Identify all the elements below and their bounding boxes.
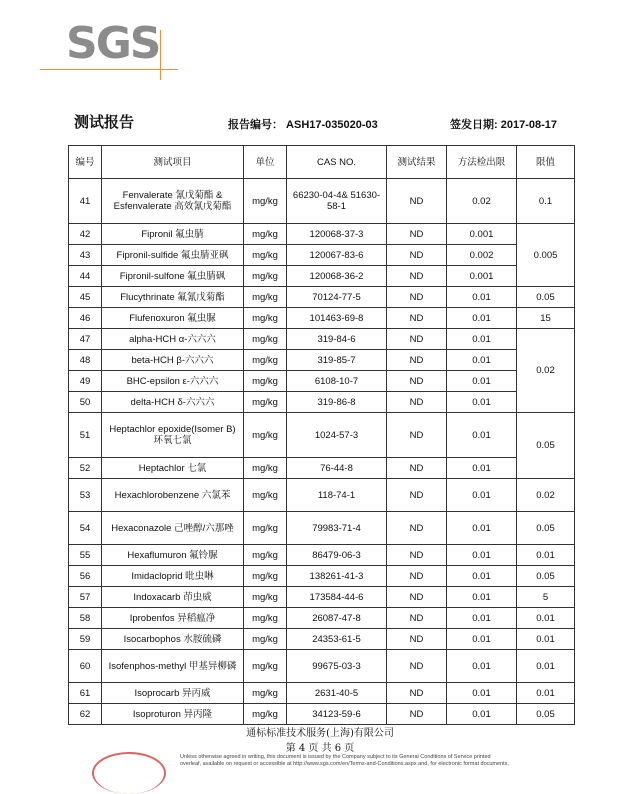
col-header-unit: 单位 — [244, 146, 287, 179]
cell-item: BHC-epsilon ε-六六六 — [102, 371, 244, 392]
cell-item: Fenvalerate 氰戊菊酯 & Esfenvalerate 高效氰戊菊酯 — [102, 179, 244, 224]
cell-mdl: 0.01 — [447, 683, 517, 704]
cell-unit: mg/kg — [244, 350, 287, 371]
cell-unit: mg/kg — [244, 308, 287, 329]
table-row — [69, 545, 575, 566]
cell-cas: 6108-10-7 — [287, 371, 387, 392]
cell-limit: 5 — [517, 587, 575, 608]
cell-item: Heptachlor epoxide(Isomer B) 环氧七氯 — [102, 413, 244, 458]
sgs-logo: SGS — [66, 18, 160, 69]
cell-no: 59 — [69, 629, 102, 650]
cell-cas: 120067-83-6 — [287, 245, 387, 266]
table-row — [69, 350, 575, 371]
cell-unit: mg/kg — [244, 224, 287, 245]
table-row — [69, 329, 575, 350]
cell-item: Fipronil-sulfide 氟虫腈亚砜 — [102, 245, 244, 266]
cell-limit: 0.05 — [517, 704, 575, 725]
cell-mdl: 0.01 — [447, 479, 517, 512]
footer-company: 通标标准技术服务(上海)有限公司 — [246, 728, 394, 739]
cell-unit: mg/kg — [244, 179, 287, 224]
table-row — [69, 245, 575, 266]
cell-result: ND — [387, 704, 447, 725]
table-row — [69, 287, 575, 308]
cell-no: 45 — [69, 287, 102, 308]
cell-item: alpha-HCH α-六六六 — [102, 329, 244, 350]
cell-item: Heptachlor 七氯 — [102, 458, 244, 479]
cell-no: 62 — [69, 704, 102, 725]
cell-cas: 319-85-7 — [287, 350, 387, 371]
cell-cas: 24353-61-5 — [287, 629, 387, 650]
cell-item: Imidacloprid 吡虫啉 — [102, 566, 244, 587]
cell-no: 51 — [69, 413, 102, 458]
cell-unit: mg/kg — [244, 392, 287, 413]
table-row — [69, 371, 575, 392]
cell-limit: 0.1 — [517, 179, 575, 224]
cell-mdl: 0.01 — [447, 704, 517, 725]
cell-cas: 138261-41-3 — [287, 566, 387, 587]
cell-result: ND — [387, 566, 447, 587]
cell-cas: 2631-40-5 — [287, 683, 387, 704]
cell-cas: 26087-47-8 — [287, 608, 387, 629]
cell-item: Isoproturon 异丙隆 — [102, 704, 244, 725]
cell-result: ND — [387, 350, 447, 371]
table-row — [69, 608, 575, 629]
cell-cas: 120068-37-3 — [287, 224, 387, 245]
col-header-cas: CAS NO. — [287, 146, 387, 179]
cell-mdl: 0.01 — [447, 413, 517, 458]
col-header-result: 测试结果 — [387, 146, 447, 179]
cell-limit: 0.05 — [517, 566, 575, 587]
cell-result: ND — [387, 629, 447, 650]
logo-rule — [40, 69, 178, 70]
cell-mdl: 0.01 — [447, 392, 517, 413]
cell-no: 58 — [69, 608, 102, 629]
col-header-mdl: 方法检出限 — [447, 146, 517, 179]
logo-rule-vertical — [160, 30, 161, 80]
cell-cas: 66230-04-4& 51630-58-1 — [287, 179, 387, 224]
cell-unit: mg/kg — [244, 413, 287, 458]
cell-mdl: 0.01 — [447, 287, 517, 308]
cell-limit: 0.01 — [517, 629, 575, 650]
cell-cas: 173584-44-6 — [287, 587, 387, 608]
table-row — [69, 479, 575, 512]
cell-no: 57 — [69, 587, 102, 608]
cell-mdl: 0.001 — [447, 266, 517, 287]
cell-no: 49 — [69, 371, 102, 392]
cell-cas: 34123-59-6 — [287, 704, 387, 725]
cell-no: 61 — [69, 683, 102, 704]
cell-cas: 70124-77-5 — [287, 287, 387, 308]
cell-no: 56 — [69, 566, 102, 587]
cell-unit: mg/kg — [244, 245, 287, 266]
table-row — [69, 458, 575, 479]
cell-mdl: 0.02 — [447, 179, 517, 224]
cell-item: Isoprocarb 异丙威 — [102, 683, 244, 704]
table-row — [69, 224, 575, 245]
cell-item: Isocarbophos 水胺硫磷 — [102, 629, 244, 650]
cell-result: ND — [387, 479, 447, 512]
cell-unit: mg/kg — [244, 608, 287, 629]
table-row — [69, 392, 575, 413]
cell-unit: mg/kg — [244, 371, 287, 392]
cell-item: Isofenphos-methyl 甲基异柳磷 — [102, 650, 244, 683]
cell-result: ND — [387, 392, 447, 413]
table-row — [69, 512, 575, 545]
cell-mdl: 0.01 — [447, 308, 517, 329]
cell-no: 48 — [69, 350, 102, 371]
cell-no: 53 — [69, 479, 102, 512]
cell-cas: 99675-03-3 — [287, 650, 387, 683]
cell-limit: 0.01 — [517, 545, 575, 566]
table-row — [69, 266, 575, 287]
col-header-item: 测试项目 — [102, 146, 244, 179]
cell-no: 50 — [69, 392, 102, 413]
cell-mdl: 0.01 — [447, 512, 517, 545]
cell-limit: 15 — [517, 308, 575, 329]
cell-unit: mg/kg — [244, 458, 287, 479]
cell-unit: mg/kg — [244, 545, 287, 566]
cell-result: ND — [387, 512, 447, 545]
cell-result: ND — [387, 683, 447, 704]
cell-item: Hexaflumuron 氟铃脲 — [102, 545, 244, 566]
cell-unit: mg/kg — [244, 329, 287, 350]
cell-no: 54 — [69, 512, 102, 545]
cell-unit: mg/kg — [244, 566, 287, 587]
table-row — [69, 704, 575, 725]
stamp-seal — [92, 752, 166, 794]
cell-cas: 79983-71-4 — [287, 512, 387, 545]
cell-limit: 0.05 — [517, 287, 575, 308]
cell-cas: 319-86-8 — [287, 392, 387, 413]
cell-cas: 76-44-8 — [287, 458, 387, 479]
cell-mdl: 0.01 — [447, 458, 517, 479]
report-title: 测试报告 — [74, 114, 135, 131]
cell-result: ND — [387, 179, 447, 224]
cell-no: 55 — [69, 545, 102, 566]
cell-no: 60 — [69, 650, 102, 683]
cell-unit: mg/kg — [244, 266, 287, 287]
cell-mdl: 0.01 — [447, 350, 517, 371]
cell-cas: 1024-57-3 — [287, 413, 387, 458]
cell-result: ND — [387, 329, 447, 350]
cell-item: Hexachlorobenzene 六氯苯 — [102, 479, 244, 512]
cell-result: ND — [387, 587, 447, 608]
cell-mdl: 0.01 — [447, 545, 517, 566]
cell-unit: mg/kg — [244, 287, 287, 308]
cell-item: beta-HCH β-六六六 — [102, 350, 244, 371]
cell-result: ND — [387, 371, 447, 392]
cell-no: 47 — [69, 329, 102, 350]
cell-cas: 86479-06-3 — [287, 545, 387, 566]
cell-cas: 101463-69-8 — [287, 308, 387, 329]
disclaimer-line-1: Unless otherwise agreed in writing, this document is issued by the Company subject to its General Conditions of Service printed — [180, 754, 491, 760]
cell-limit: 0.02 — [517, 329, 575, 413]
disclaimer-line-2: overleaf, available on request or accessible at http://www.sgs.com/en/Terms-and-Conditions.aspx and, for electronic format documents, — [180, 761, 509, 767]
cell-item: Fipronil-sulfone 氟虫腈砜 — [102, 266, 244, 287]
cell-limit: 0.01 — [517, 683, 575, 704]
cell-cas: 120068-36-2 — [287, 266, 387, 287]
table-row — [69, 413, 575, 458]
cell-result: ND — [387, 266, 447, 287]
cell-mdl: 0.01 — [447, 608, 517, 629]
cell-unit: mg/kg — [244, 479, 287, 512]
cell-mdl: 0.002 — [447, 245, 517, 266]
cell-item: Fipronil 氟虫腈 — [102, 224, 244, 245]
cell-result: ND — [387, 308, 447, 329]
cell-unit: mg/kg — [244, 650, 287, 683]
cell-unit: mg/kg — [244, 704, 287, 725]
col-header-limit: 限值 — [517, 146, 575, 179]
cell-item: Iprobenfos 异稻瘟净 — [102, 608, 244, 629]
cell-unit: mg/kg — [244, 629, 287, 650]
cell-cas: 319-84-6 — [287, 329, 387, 350]
cell-unit: mg/kg — [244, 587, 287, 608]
cell-no: 42 — [69, 224, 102, 245]
cell-no: 44 — [69, 266, 102, 287]
table-row — [69, 308, 575, 329]
cell-no: 41 — [69, 179, 102, 224]
cell-mdl: 0.01 — [447, 629, 517, 650]
cell-no: 52 — [69, 458, 102, 479]
cell-item: Hexaconazole 己唑醇/六那唑 — [102, 512, 244, 545]
cell-no: 43 — [69, 245, 102, 266]
footer-page-number: 第 4 页 共 6 页 — [285, 743, 355, 754]
cell-limit: 0.01 — [517, 650, 575, 683]
table-row — [69, 650, 575, 683]
cell-unit: mg/kg — [244, 683, 287, 704]
cell-mdl: 0.01 — [447, 371, 517, 392]
table-row — [69, 629, 575, 650]
cell-item: delta-HCH δ-六六六 — [102, 392, 244, 413]
cell-mdl: 0.01 — [447, 566, 517, 587]
footer-disclaimer — [180, 754, 620, 768]
cell-mdl: 0.01 — [447, 587, 517, 608]
cell-result: ND — [387, 608, 447, 629]
table-row — [69, 683, 575, 704]
cell-mdl: 0.01 — [447, 329, 517, 350]
col-header-no: 编号 — [69, 146, 102, 179]
sign-date: 签发日期: 2017-08-17 — [450, 119, 557, 131]
table-row — [69, 566, 575, 587]
cell-cas: 118-74-1 — [287, 479, 387, 512]
test-results-table — [68, 145, 575, 725]
cell-item: Indoxacarb 茚虫威 — [102, 587, 244, 608]
cell-result: ND — [387, 287, 447, 308]
cell-limit: 0.01 — [517, 608, 575, 629]
cell-limit: 0.05 — [517, 512, 575, 545]
cell-result: ND — [387, 224, 447, 245]
cell-mdl: 0.01 — [447, 650, 517, 683]
table-row — [69, 587, 575, 608]
cell-result: ND — [387, 413, 447, 458]
cell-no: 46 — [69, 308, 102, 329]
cell-item: Flufenoxuron 氟虫脲 — [102, 308, 244, 329]
cell-limit: 0.05 — [517, 413, 575, 479]
cell-result: ND — [387, 545, 447, 566]
cell-result: ND — [387, 650, 447, 683]
cell-mdl: 0.001 — [447, 224, 517, 245]
report-number: 报告编号： ASH17-035020-03 — [228, 119, 378, 131]
cell-result: ND — [387, 245, 447, 266]
cell-unit: mg/kg — [244, 512, 287, 545]
table-row — [69, 179, 575, 224]
table-header-row — [69, 146, 575, 179]
cell-limit: 0.02 — [517, 479, 575, 512]
cell-item: Flucythrinate 氟氰戊菊酯 — [102, 287, 244, 308]
cell-limit: 0.005 — [517, 224, 575, 287]
cell-result: ND — [387, 458, 447, 479]
